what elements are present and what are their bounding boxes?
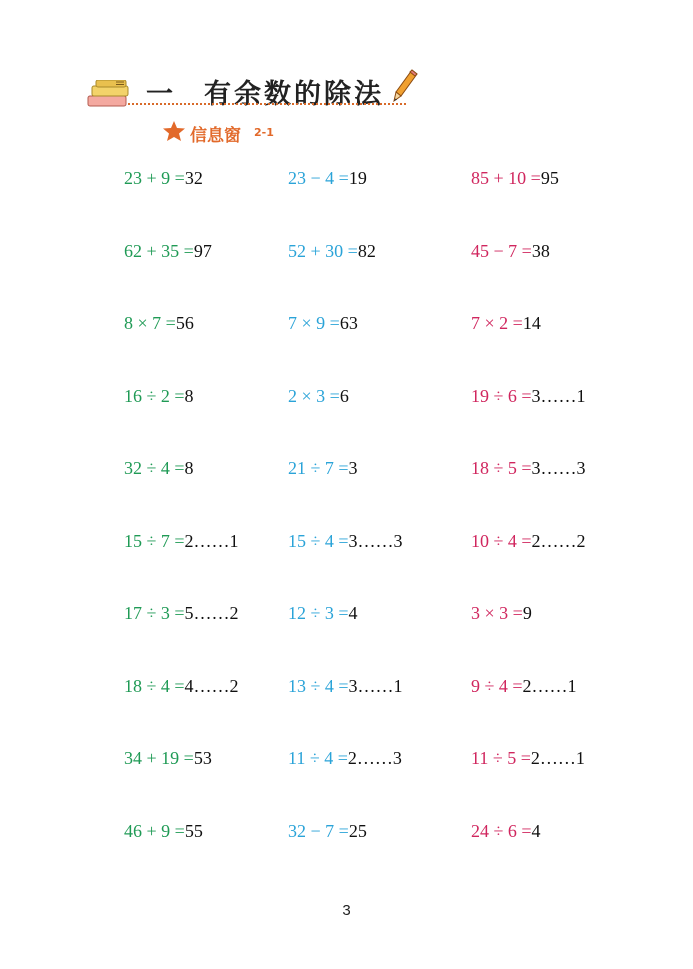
exercise-answer: 63	[339, 313, 358, 333]
exercise-expression: 8 × 7 =	[124, 313, 176, 333]
exercise-item	[471, 676, 577, 697]
exercise-item	[471, 168, 559, 189]
exercise-item	[288, 386, 349, 407]
exercise-answer: 53	[193, 748, 212, 768]
exercise-answer: 5……2	[184, 603, 239, 623]
exercise-expression: 17 ÷ 3 =	[124, 603, 185, 623]
exercise-expression: 2 × 3 =	[288, 385, 340, 406]
exercise-item	[124, 168, 203, 189]
exercise-expression: 32 − 7 =	[288, 820, 349, 841]
exercise-item	[288, 748, 402, 769]
exercise-row	[124, 313, 644, 386]
exercise-row	[124, 821, 644, 894]
exercise-item	[288, 458, 358, 479]
chapter-number: 一	[146, 79, 173, 110]
exercise-item	[471, 748, 585, 769]
exercise-row	[124, 748, 644, 821]
exercise-row	[124, 241, 644, 314]
exercise-item	[471, 603, 532, 624]
page-number: 3	[342, 902, 351, 919]
chapter-header	[86, 66, 426, 116]
exercise-item	[124, 821, 203, 842]
exercise-item	[124, 386, 194, 407]
exercise-answer: 14	[522, 313, 541, 333]
exercise-item	[124, 241, 212, 262]
header-dotted-line	[128, 103, 406, 105]
exercise-expression: 32 ÷ 4 =	[124, 458, 185, 478]
info-window-label: 信息窗	[190, 126, 241, 146]
exercise-expression: 7 × 2 =	[471, 313, 523, 333]
exercise-item	[471, 386, 586, 407]
exercise-answer: 2……1	[530, 748, 585, 768]
exercise-answer: 8	[184, 385, 194, 406]
pencil-icon	[392, 68, 418, 104]
exercise-answer: 19	[348, 168, 367, 188]
exercise-answer: 6	[339, 385, 349, 406]
exercise-item	[288, 241, 376, 262]
exercise-expression: 46 + 9 =	[124, 820, 185, 841]
exercise-expression: 19 ÷ 6 =	[471, 385, 532, 406]
exercise-answer: 55	[184, 820, 203, 841]
exercise-answer: 3……1	[531, 385, 586, 406]
exercise-answer: 95	[540, 168, 559, 188]
exercise-answer: 3	[348, 458, 358, 478]
exercise-answer: 2……2	[531, 530, 586, 551]
exercise-expression: 11 ÷ 4 =	[288, 748, 348, 768]
exercise-expression: 9 ÷ 4 =	[471, 675, 523, 696]
exercise-answer: 2……1	[522, 675, 577, 696]
info-window-code: 2-1	[254, 126, 274, 139]
exercise-expression: 12 ÷ 3 =	[288, 603, 349, 623]
exercise-answer: 2……3	[347, 748, 402, 768]
exercise-expression: 34 + 19 =	[124, 748, 194, 768]
exercise-row	[124, 531, 644, 604]
exercise-answer: 8	[184, 458, 194, 478]
exercise-item	[124, 748, 212, 769]
exercise-item	[471, 821, 541, 842]
exercise-expression: 13 ÷ 4 =	[288, 675, 349, 696]
exercise-answer: 25	[348, 820, 367, 841]
exercise-item	[471, 531, 586, 552]
exercise-row	[124, 458, 644, 531]
exercise-expression: 15 ÷ 4 =	[288, 530, 349, 551]
exercise-answer: 38	[531, 240, 550, 261]
exercise-expression: 7 × 9 =	[288, 313, 340, 333]
exercise-expression: 15 ÷ 7 =	[124, 530, 185, 551]
exercise-item	[124, 531, 239, 552]
exercise-answer: 2……1	[184, 530, 239, 551]
exercise-expression: 3 × 3 =	[471, 603, 523, 623]
books-icon	[86, 80, 132, 110]
exercise-row	[124, 168, 644, 241]
exercise-answer: 9	[522, 603, 532, 623]
exercise-expression: 11 ÷ 5 =	[471, 748, 531, 768]
star-icon	[162, 120, 186, 142]
exercise-answer: 4……2	[184, 675, 239, 696]
exercise-row	[124, 386, 644, 459]
exercise-item	[124, 603, 239, 624]
exercise-item	[124, 458, 194, 479]
exercise-item	[124, 676, 239, 697]
exercise-expression: 10 ÷ 4 =	[471, 530, 532, 551]
exercise-answer: 3……3	[531, 458, 586, 478]
exercise-answer: 4	[348, 603, 358, 623]
exercise-item	[288, 313, 358, 334]
exercise-expression: 24 ÷ 6 =	[471, 820, 532, 841]
exercise-expression: 52 + 30 =	[288, 240, 358, 261]
exercise-item	[471, 241, 550, 262]
exercise-item	[288, 821, 367, 842]
exercise-expression: 18 ÷ 4 =	[124, 675, 185, 696]
exercise-answer: 4	[531, 820, 541, 841]
exercise-answer: 56	[175, 313, 194, 333]
exercise-answer: 32	[184, 168, 203, 188]
exercise-item	[288, 168, 367, 189]
exercise-answer: 97	[193, 240, 212, 261]
exercise-expression: 16 ÷ 2 =	[124, 385, 185, 406]
exercise-expression: 45 − 7 =	[471, 240, 532, 261]
exercise-item	[288, 603, 358, 624]
exercise-row	[124, 603, 644, 676]
exercise-answer: 82	[357, 240, 376, 261]
exercise-grid	[124, 168, 644, 893]
exercise-expression: 18 ÷ 5 =	[471, 458, 532, 478]
chapter-title: 有余数的除法	[204, 79, 384, 110]
exercise-expression: 23 + 9 =	[124, 168, 185, 188]
exercise-answer: 3……1	[348, 675, 403, 696]
exercise-item	[288, 531, 403, 552]
exercise-item	[471, 458, 586, 479]
exercise-item	[124, 313, 194, 334]
exercise-item	[288, 676, 403, 697]
exercise-expression: 62 + 35 =	[124, 240, 194, 261]
exercise-expression: 85 + 10 =	[471, 168, 541, 188]
exercise-expression: 23 − 4 =	[288, 168, 349, 188]
exercise-answer: 3……3	[348, 530, 403, 551]
exercise-expression: 21 ÷ 7 =	[288, 458, 349, 478]
exercise-item	[471, 313, 541, 334]
exercise-row	[124, 676, 644, 749]
